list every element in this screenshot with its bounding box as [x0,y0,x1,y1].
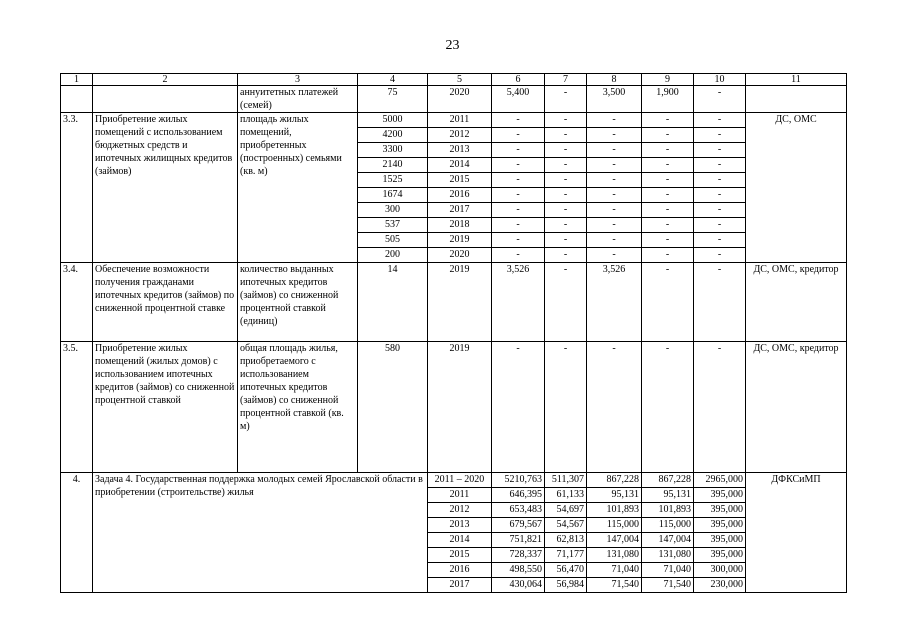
amount-cell: - [694,233,746,248]
amount-cell: - [694,248,746,263]
year-cell: 2014 [428,158,492,173]
amount-cell: 3,526 [587,263,642,342]
value-cell: 1525 [358,173,428,188]
empty-cell [746,86,847,113]
amount-cell: - [545,188,587,203]
amount-cell: - [492,113,545,128]
amount-cell: - [545,86,587,113]
value-cell: 1674 [358,188,428,203]
indicator-cell: аннуитетных платежей (семей) [238,86,358,113]
header-row [61,74,847,86]
header-cell: 4 [358,74,428,86]
amount-cell: - [587,128,642,143]
amount-cell: - [492,128,545,143]
row-number: 3.4. [61,263,93,342]
header-cell: 2 [93,74,238,86]
amount-cell: - [694,188,746,203]
header-cell: 6 [492,74,545,86]
amount-cell: 71,040 [587,563,642,578]
year-cell: 2013 [428,518,492,533]
year-cell: 2017 [428,578,492,593]
amount-cell: - [642,248,694,263]
amount-cell: - [545,158,587,173]
amount-cell: - [545,233,587,248]
indicator-cell: общая площадь жилья, приобретаемого с использованием ипотечных кредитов (займов) со сниженной процентной ставкой (кв. м) [238,342,358,473]
amount-cell: - [642,342,694,473]
amount-cell: 131,080 [587,548,642,563]
value-cell: 3300 [358,143,428,158]
amount-cell: 71,540 [587,578,642,593]
amount-cell: - [642,233,694,248]
amount-cell: - [587,248,642,263]
year-cell: 2013 [428,143,492,158]
year-cell: 2011 [428,488,492,503]
value-cell: 14 [358,263,428,342]
value-cell: 2140 [358,158,428,173]
empty-cell [93,86,238,113]
amount-cell: - [642,188,694,203]
amount-cell: - [492,218,545,233]
measure-name: Приобретение жилых помещений с использованием бюджетных средств и ипотечных жилищных кредитов (займов) [93,113,238,263]
header-cell: 5 [428,74,492,86]
year-cell: 2019 [428,233,492,248]
amount-cell: - [587,173,642,188]
amount-cell: 679,567 [492,518,545,533]
amount-cell: 71,540 [642,578,694,593]
amount-cell: - [694,158,746,173]
header-cell: 10 [694,74,746,86]
amount-cell: 653,483 [492,503,545,518]
row-number: 3.3. [61,113,93,263]
value-cell: 5000 [358,113,428,128]
year-cell: 2018 [428,218,492,233]
amount-cell: 95,131 [642,488,694,503]
amount-cell: 395,000 [694,533,746,548]
year-cell: 2014 [428,533,492,548]
amount-cell: 61,133 [545,488,587,503]
amount-cell: 5,400 [492,86,545,113]
amount-cell: 867,228 [642,473,694,488]
year-cell: 2020 [428,248,492,263]
amount-cell: - [642,143,694,158]
amount-cell: - [694,342,746,473]
amount-cell: 430,064 [492,578,545,593]
amount-cell: - [545,218,587,233]
amount-cell: 646,395 [492,488,545,503]
amount-cell: - [545,113,587,128]
amount-cell: 5210,763 [492,473,545,488]
measure-name: Обеспечение возможности получения гражданами ипотечных кредитов (займов) по сниженной процентной ставке [93,263,238,342]
amount-cell: - [694,263,746,342]
amount-cell: - [492,158,545,173]
amount-cell: - [642,113,694,128]
amount-cell: 101,893 [642,503,694,518]
amount-cell: - [694,173,746,188]
year-cell: 2019 [428,263,492,342]
year-cell: 2020 [428,86,492,113]
value-cell: 75 [358,86,428,113]
year-cell: 2015 [428,173,492,188]
amount-cell: 498,550 [492,563,545,578]
value-cell: 505 [358,233,428,248]
amount-cell: - [545,128,587,143]
amount-cell: - [642,263,694,342]
amount-cell: - [492,188,545,203]
amount-cell: 395,000 [694,503,746,518]
table-row-3-4 [61,263,847,342]
amount-cell: 300,000 [694,563,746,578]
amount-cell: 2965,000 [694,473,746,488]
executor-cell: ДС, ОМС, кредитор [746,342,847,473]
amount-cell: - [545,143,587,158]
amount-cell: - [587,203,642,218]
year-cell: 2016 [428,188,492,203]
program-table [60,73,847,593]
amount-cell: 101,893 [587,503,642,518]
page-number: 23 [445,38,460,53]
amount-cell: - [492,143,545,158]
year-cell: 2012 [428,128,492,143]
value-cell: 580 [358,342,428,473]
amount-cell: - [492,203,545,218]
amount-cell: - [642,203,694,218]
amount-cell: - [545,342,587,473]
amount-cell: 395,000 [694,518,746,533]
year-cell: 2016 [428,563,492,578]
row-number: 3.5. [61,342,93,473]
amount-cell: - [587,158,642,173]
amount-cell: - [587,113,642,128]
amount-cell: - [642,158,694,173]
header-cell: 1 [61,74,93,86]
year-cell: 2012 [428,503,492,518]
amount-cell: - [694,86,746,113]
value-cell: 200 [358,248,428,263]
amount-cell: 1,900 [642,86,694,113]
amount-cell: 230,000 [694,578,746,593]
task-title: Задача 4. Государственная поддержка молодых семей Ярославской области в приобретении (строительстве) жилья [93,473,428,593]
table-row-continuation [61,86,847,113]
amount-cell: 71,177 [545,548,587,563]
amount-cell: - [587,188,642,203]
amount-cell: 147,004 [642,533,694,548]
amount-cell: - [492,233,545,248]
header-cell: 8 [587,74,642,86]
amount-cell: - [694,203,746,218]
executor-cell: ДС, ОМС [746,113,847,263]
header-cell: 9 [642,74,694,86]
amount-cell: 56,470 [545,563,587,578]
amount-cell: - [694,218,746,233]
table-row-3-3 [61,113,847,128]
row-number: 4. [61,473,93,593]
year-cell: 2011 [428,113,492,128]
amount-cell: 511,307 [545,473,587,488]
amount-cell: 95,131 [587,488,642,503]
amount-cell: 3,500 [587,86,642,113]
amount-cell: 54,697 [545,503,587,518]
amount-cell: 867,228 [587,473,642,488]
empty-cell [61,86,93,113]
amount-cell: - [492,173,545,188]
value-cell: 300 [358,203,428,218]
table-body [61,74,847,593]
amount-cell: - [694,128,746,143]
year-cell: 2015 [428,548,492,563]
amount-cell: 728,337 [492,548,545,563]
amount-cell: 54,567 [545,518,587,533]
amount-cell: 395,000 [694,548,746,563]
indicator-cell: количество выданных ипотечных кредитов (займов) со сниженной процентной ставкой (единиц) [238,263,358,342]
amount-cell: - [642,218,694,233]
amount-cell: - [587,218,642,233]
header-cell: 3 [238,74,358,86]
year-cell: 2017 [428,203,492,218]
amount-cell: - [587,233,642,248]
year-cell: 2019 [428,342,492,473]
measure-name: Приобретение жилых помещений (жилых домов) с использованием ипотечных кредитов (займов) со сниженной процентной ставкой [93,342,238,473]
amount-cell: - [492,342,545,473]
indicator-cell: площадь жилых помещений, приобретенных (построенных) семьями (кв. м) [238,113,358,263]
amount-cell: - [545,203,587,218]
table-row-3-5 [61,342,847,473]
amount-cell: - [492,248,545,263]
amount-cell: - [642,173,694,188]
amount-cell: - [694,113,746,128]
amount-cell: - [587,143,642,158]
amount-cell: - [587,342,642,473]
amount-cell: 56,984 [545,578,587,593]
header-cell: 11 [746,74,847,86]
amount-cell: - [545,248,587,263]
amount-cell: 131,080 [642,548,694,563]
executor-cell: ДС, ОМС, кредитор [746,263,847,342]
amount-cell: - [545,173,587,188]
amount-cell: - [545,263,587,342]
amount-cell: 147,004 [587,533,642,548]
value-cell: 4200 [358,128,428,143]
amount-cell: 62,813 [545,533,587,548]
amount-cell: 3,526 [492,263,545,342]
table-row-4 [61,473,847,488]
amount-cell: 395,000 [694,488,746,503]
value-cell: 537 [358,218,428,233]
amount-cell: - [642,128,694,143]
executor-cell: ДФКСиМП [746,473,847,593]
header-cell: 7 [545,74,587,86]
amount-cell: 751,821 [492,533,545,548]
year-cell: 2011 – 2020 [428,473,492,488]
amount-cell: 115,000 [587,518,642,533]
amount-cell: 115,000 [642,518,694,533]
amount-cell: - [694,143,746,158]
amount-cell: 71,040 [642,563,694,578]
